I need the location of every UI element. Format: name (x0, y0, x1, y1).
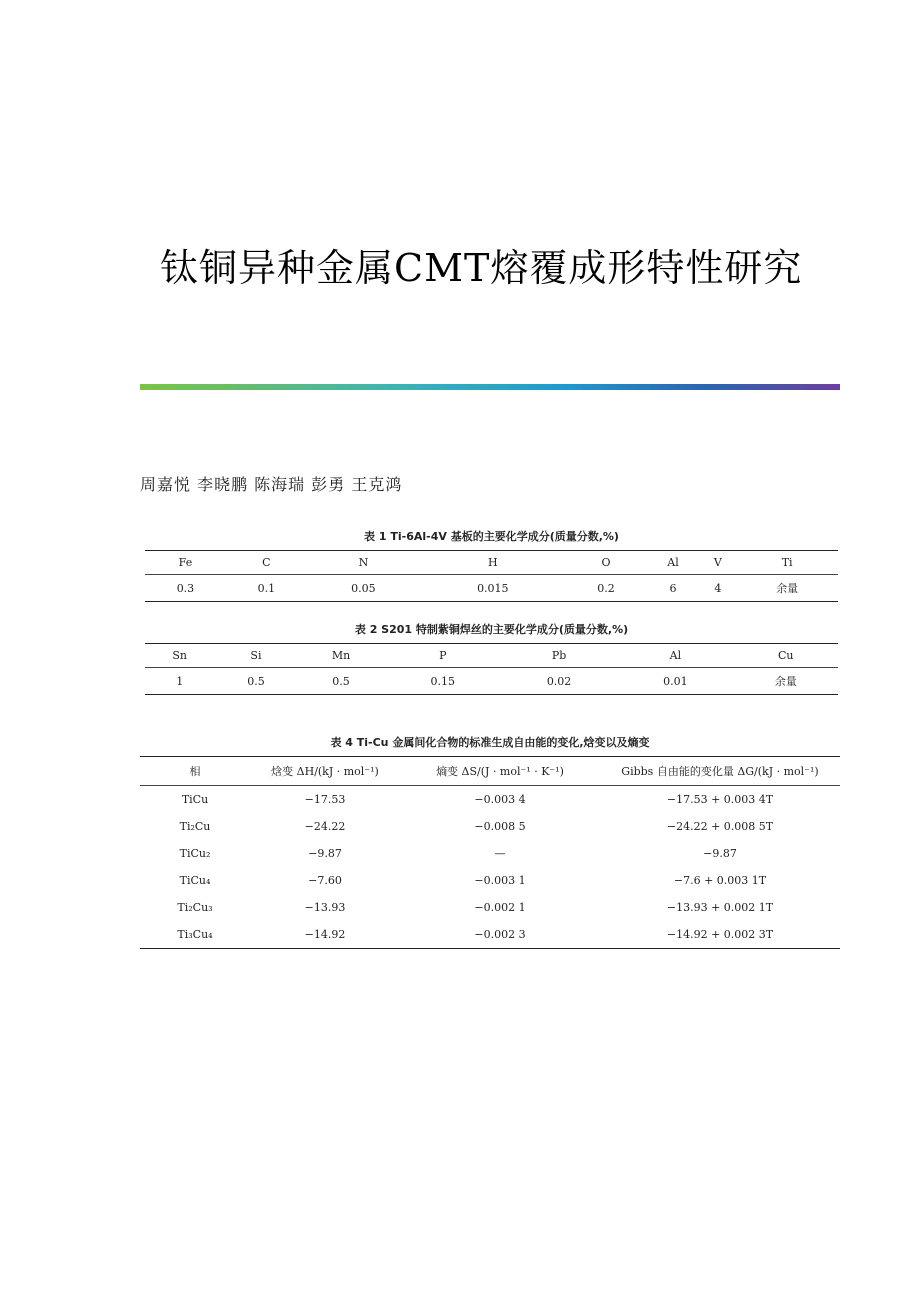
table-1-grid (145, 550, 838, 602)
document-title: 钛铜异种金属CMT熔覆成形特性研究 (160, 246, 803, 291)
table-row (145, 575, 838, 602)
table-1-header-cell: Fe (178, 556, 193, 569)
table-4-caption: 表 4 Ti-Cu 金属间化合物的标准生成自由能的变化,焓变以及熵变 (330, 736, 650, 749)
table-2-header-cell: Al (669, 649, 682, 662)
table-cell: TiCu₄ (179, 874, 211, 887)
table-cell: −14.92 + 0.002 3T (666, 928, 774, 941)
table-1-header-cell: O (601, 556, 611, 569)
table-row (140, 840, 840, 867)
table-cell: −9.87 (703, 847, 737, 860)
authors-line: 周嘉悦 李晓鹏 陈海瑞 彭勇 王克鸿 (140, 475, 403, 494)
table-2-header-row (145, 644, 838, 668)
table-cell: −0.002 1 (474, 901, 526, 914)
table-cell: −17.53 (304, 793, 346, 806)
table-1-header-cell: H (488, 556, 498, 569)
table-4 (140, 734, 840, 949)
table-1-header-cell: N (358, 556, 369, 569)
table-cell: Ti₂Cu (179, 820, 211, 833)
table-row (140, 867, 840, 894)
table-row (140, 786, 840, 814)
table-cell: 0.1 (257, 581, 276, 595)
table-row (145, 668, 838, 695)
table-cell: −13.93 + 0.002 1T (666, 901, 774, 914)
table-4-header-cell: 焓变 ΔH/(kJ · mol⁻¹) (271, 765, 379, 778)
table-cell: −7.60 (308, 874, 342, 887)
table-cell: −0.003 1 (474, 874, 526, 887)
table-cell: −0.002 3 (474, 928, 526, 941)
table-4-header-cell: Gibbs 自由能的变化量 ΔG/(kJ · mol⁻¹) (621, 765, 819, 778)
table-cell: 0.01 (663, 674, 688, 688)
table-2-header-cell: Cu (778, 649, 794, 662)
table-4-header-cell: 熵变 ΔS/(J · mol⁻¹ · K⁻¹) (436, 765, 564, 778)
table-cell: 余量 (774, 675, 797, 688)
table-cell: 0.3 (176, 581, 195, 595)
table-cell: 0.015 (477, 581, 509, 595)
table-cell: 0.2 (597, 581, 615, 595)
table-2-header-cell: P (439, 649, 447, 662)
table-4-header-row (140, 757, 840, 786)
table-row (140, 894, 840, 921)
table-cell: 0.5 (247, 674, 265, 688)
table-cell: 4 (714, 581, 722, 595)
table-cell: −7.6 + 0.003 1T (673, 874, 767, 887)
table-2 (145, 621, 838, 695)
table-cell: −14.92 (304, 928, 346, 941)
table-2-header-cell: Mn (331, 649, 351, 662)
table-row (140, 921, 840, 949)
table-cell: Ti₂Cu₃ (177, 901, 213, 914)
table-1-header-cell: V (713, 556, 722, 569)
table-cell: TiCu₂ (179, 847, 211, 860)
table-1-caption: 表 1 Ti-6Al-4V 基板的主要化学成分(质量分数,%) (364, 530, 619, 543)
table-cell: −0.003 4 (474, 793, 526, 806)
table-cell: 0.5 (332, 674, 350, 688)
table-1-header-cell: C (262, 556, 271, 569)
table-cell: −9.87 (308, 847, 342, 860)
table-1-header-cell: Al (667, 556, 679, 569)
table-cell: 6 (669, 581, 677, 595)
table-cell: −0.008 5 (474, 820, 526, 833)
table-2-header-cell: Pb (551, 649, 567, 662)
table-4-grid (140, 756, 840, 949)
table-cell: — (494, 847, 506, 860)
table-cell: TiCu (181, 793, 209, 806)
table-1 (145, 528, 838, 602)
table-2-header-cell: Si (250, 649, 262, 662)
table-cell: 0.05 (351, 581, 376, 595)
table-cell: 余量 (776, 582, 799, 595)
table-2-grid (145, 643, 838, 695)
table-cell: −24.22 (304, 820, 346, 833)
table-cell: −17.53 + 0.003 4T (666, 793, 774, 806)
table-cell: −13.93 (304, 901, 346, 914)
table-cell: −24.22 + 0.008 5T (666, 820, 774, 833)
table-row (140, 813, 840, 840)
table-2-caption: 表 2 S201 特制紫铜焊丝的主要化学成分(质量分数,%) (354, 623, 629, 636)
table-cell: 1 (176, 674, 184, 688)
table-cell: 0.15 (430, 674, 456, 688)
table-cell: Ti₃Cu₄ (177, 928, 213, 941)
table-4-header-cell: 相 (189, 765, 201, 778)
table-1-header-row (145, 551, 838, 575)
table-2-header-cell: Sn (172, 649, 188, 662)
title-divider-bar (140, 384, 840, 390)
table-1-header-cell: Ti (781, 556, 793, 569)
table-cell: 0.02 (546, 674, 572, 688)
